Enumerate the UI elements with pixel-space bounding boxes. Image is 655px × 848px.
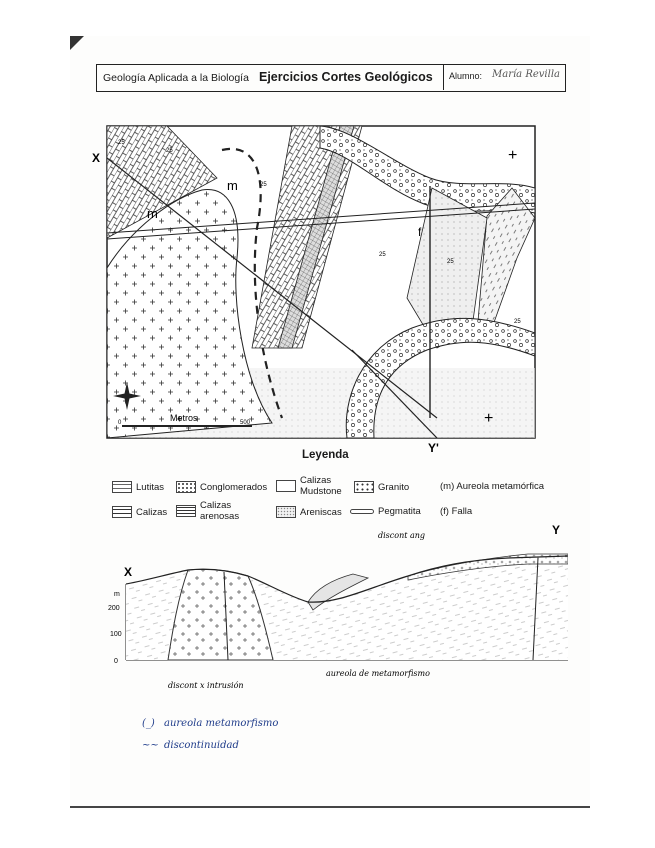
granite-symbol-2: + — [484, 410, 494, 427]
handwritten-notes — [142, 712, 278, 756]
student-label: Alumno: — [449, 71, 483, 81]
annotation-discont-ang: discont ang — [378, 531, 426, 540]
annotation-aureola: aureola de metamorfismo — [326, 669, 430, 678]
cross-section — [108, 518, 568, 698]
section-y-label: Y — [552, 523, 561, 537]
note-discontinuidad — [142, 734, 278, 756]
map-x-label: X — [92, 151, 101, 165]
student-box — [443, 65, 563, 90]
legend-item-falla: (f) Falla — [440, 506, 473, 517]
dip-label-3: 25 — [260, 182, 267, 188]
dip-label-4: 25 — [379, 252, 386, 258]
areniscas-swatch — [276, 506, 296, 518]
legend-item-lutitas: Lutitas — [112, 481, 164, 493]
legend-item-calizas-arenosas: Calizas arenosas — [176, 500, 248, 522]
tick-label-100: 100 — [110, 631, 122, 638]
course-name: Geología Aplicada a la Biología — [103, 72, 249, 84]
legend-title: Leyenda — [302, 449, 349, 461]
granito-swatch — [354, 481, 374, 493]
page-corner-mark — [70, 36, 84, 50]
legend-item-aureola: (m) Aureola metamórfica — [440, 481, 545, 492]
legend-item-pegmatita: Pegmatita — [350, 506, 421, 517]
aureole-label-2: m — [227, 178, 238, 193]
note-discontinuidad-mark: ~~ — [142, 739, 159, 751]
map-y-label: Y' — [428, 441, 439, 455]
granite-symbol-1: + — [508, 147, 518, 164]
worksheet-title: Ejercicios Cortes Geológicos — [259, 70, 433, 84]
note-aureola-text: aureola metamorfismo — [164, 717, 279, 729]
legend-item-granito: Granito — [354, 481, 409, 493]
pegmatita-swatch — [350, 509, 374, 514]
dip-label-1: 25 — [118, 140, 125, 146]
note-aureola — [142, 712, 278, 734]
calizas-swatch — [112, 506, 132, 518]
scale-end: 500 — [240, 420, 251, 426]
dip-label-6: 25 — [514, 319, 521, 325]
legend-item-calizas-mudstone: Calizas Mudstone — [276, 475, 352, 497]
legend-item-calizas: Calizas — [112, 506, 167, 518]
note-discontinuidad-text: discontinuidad — [164, 739, 239, 751]
geologic-map — [92, 118, 542, 458]
worksheet-header — [96, 64, 566, 92]
scale-label: Metros — [170, 413, 198, 423]
page-bottom-rule — [70, 806, 590, 808]
tick-label-0: 0 — [114, 658, 118, 665]
annotation-discont-intrusion: discont x intrusión — [168, 681, 244, 690]
dip-label-2: 25 — [166, 148, 173, 154]
conglomerados-swatch — [176, 481, 196, 493]
student-name: María Revilla — [492, 69, 560, 80]
dip-label-5: 25 — [447, 259, 454, 265]
fault-label: f — [418, 225, 422, 239]
calizas-arenosas-swatch — [176, 505, 196, 517]
section-x-label: X — [124, 565, 133, 579]
aureole-label-1: m — [147, 206, 158, 221]
legend-item-areniscas: Areniscas — [276, 506, 342, 518]
lutitas-swatch — [112, 481, 132, 493]
note-aureola-mark: (_) — [142, 717, 155, 729]
legend-item-conglomerados: Conglomerados — [176, 481, 267, 493]
section-unit: m — [114, 591, 120, 598]
tick-label-200: 200 — [108, 605, 120, 612]
calizas-mudstone-swatch — [276, 480, 296, 492]
scale-start: 0 — [118, 420, 122, 426]
